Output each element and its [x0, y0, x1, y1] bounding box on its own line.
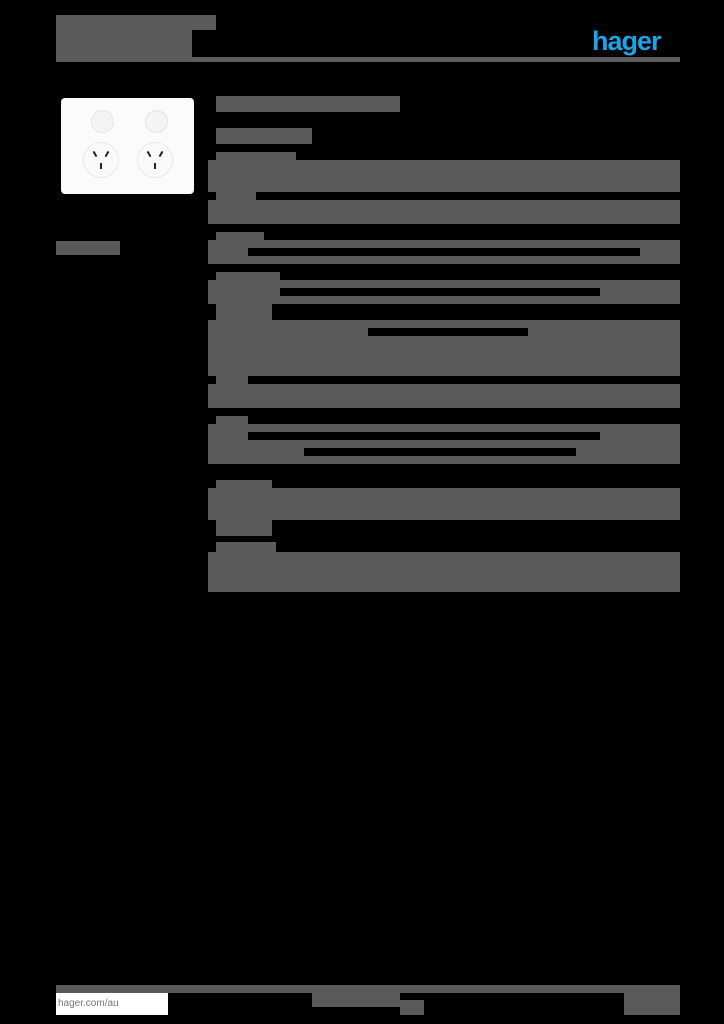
spec-row-4b: [216, 300, 272, 320]
section-label: [56, 241, 120, 255]
product-title: [216, 96, 400, 112]
footer-center-text-2: [400, 1000, 424, 1015]
hager-logo: hager: [592, 26, 661, 56]
outlet-left: [83, 142, 119, 178]
document-subtitle: [56, 30, 192, 45]
spec-row-1: [208, 160, 680, 192]
header-rule: [56, 57, 680, 62]
spec-row-6-label: [216, 376, 248, 384]
outlet-right: [137, 142, 173, 178]
spec-row-7: [208, 424, 680, 464]
switch-right: [145, 110, 168, 133]
spec-heading-9: [216, 542, 276, 552]
spec-row-6: [208, 384, 680, 408]
spec-row-8: [208, 488, 680, 520]
switch-left: [91, 110, 114, 133]
document-title: [56, 15, 216, 30]
product-subtitle: [216, 128, 312, 144]
footer-rule: [56, 985, 680, 993]
footer-center-text: [312, 993, 400, 1007]
footer-page-number: [624, 993, 680, 1015]
spec-row-9: [208, 552, 680, 592]
product-image: [61, 98, 194, 194]
website-link[interactable]: hager.com/au: [56, 993, 168, 1015]
spec-row-2: [208, 200, 680, 224]
